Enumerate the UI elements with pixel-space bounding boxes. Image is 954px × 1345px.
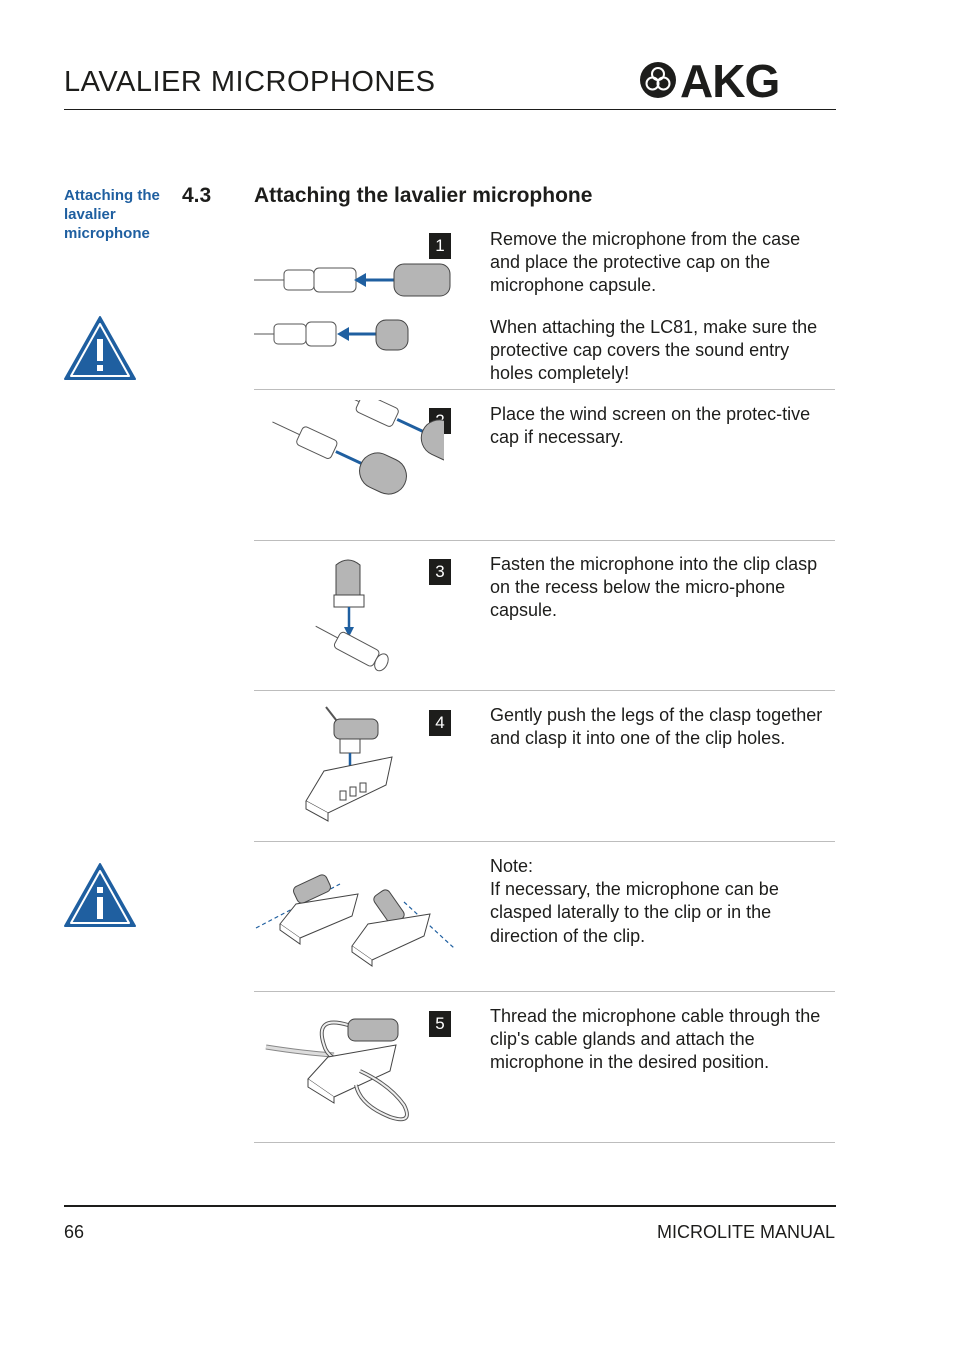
step-3-text: Fasten the microphone into the clip clasp on the recess below the micro-phone capsule. [490, 554, 818, 621]
section-title: Attaching the lavalier microphone [254, 184, 593, 207]
document-title: MICROLITE MANUAL [656, 1222, 835, 1242]
step-divider [254, 690, 835, 691]
warning-triangle-icon [63, 314, 137, 382]
step-divider [254, 389, 835, 390]
step-badge: 1 [429, 233, 451, 259]
note-heading: Note: [490, 856, 534, 876]
header-rule [64, 109, 836, 110]
step-divider [254, 991, 835, 992]
info-triangle-icon [63, 861, 137, 929]
step-divider [254, 841, 835, 842]
clip-clasp-illustration [314, 555, 404, 675]
wind-screen-illustration [264, 400, 444, 525]
step-1-note: When attaching the LC81, make sure the protective cap covers the sound entry holes completely! [490, 316, 818, 384]
step-5-text: Thread the microphone cable through the clip's cable glands and attach the microphone in the desired position. [490, 1006, 821, 1073]
step-1-instruction: Remove the microphone from the case and place the protective cap on the microphone capsule. [490, 229, 801, 296]
brand-text: AKG [680, 58, 780, 102]
footer-rule [64, 1205, 836, 1207]
microphone-cap-illustration [254, 250, 454, 360]
step-divider [254, 540, 835, 541]
step-divider [254, 1142, 835, 1143]
cable-thread-illustration [264, 1005, 424, 1130]
clip-holes-illustration [300, 705, 415, 825]
step-badge: 5 [429, 1011, 451, 1037]
step-1-text [490, 228, 825, 385]
page-header-title: LAVALIER MICROPHONES [64, 66, 436, 98]
lateral-clip-illustration [254, 862, 459, 967]
page-number: 66 [64, 1222, 85, 1242]
note-body: If necessary, the microphone can be clasped laterally to the clip or in the direction of the clip. [490, 879, 779, 946]
step-4-text: Gently push the legs of the clasp together and clasp it into one of the clip holes. [490, 705, 823, 749]
step-badge: 3 [429, 559, 451, 585]
step-2-text: Place the wind screen on the protec-tive cap if necessary. [490, 404, 811, 448]
section-number: 4.3 [182, 184, 212, 207]
sidebar-label: Attaching the lavalier microphone [64, 187, 160, 242]
note-text [490, 855, 825, 948]
step-badge: 4 [429, 710, 451, 736]
akg-logo [638, 58, 820, 102]
